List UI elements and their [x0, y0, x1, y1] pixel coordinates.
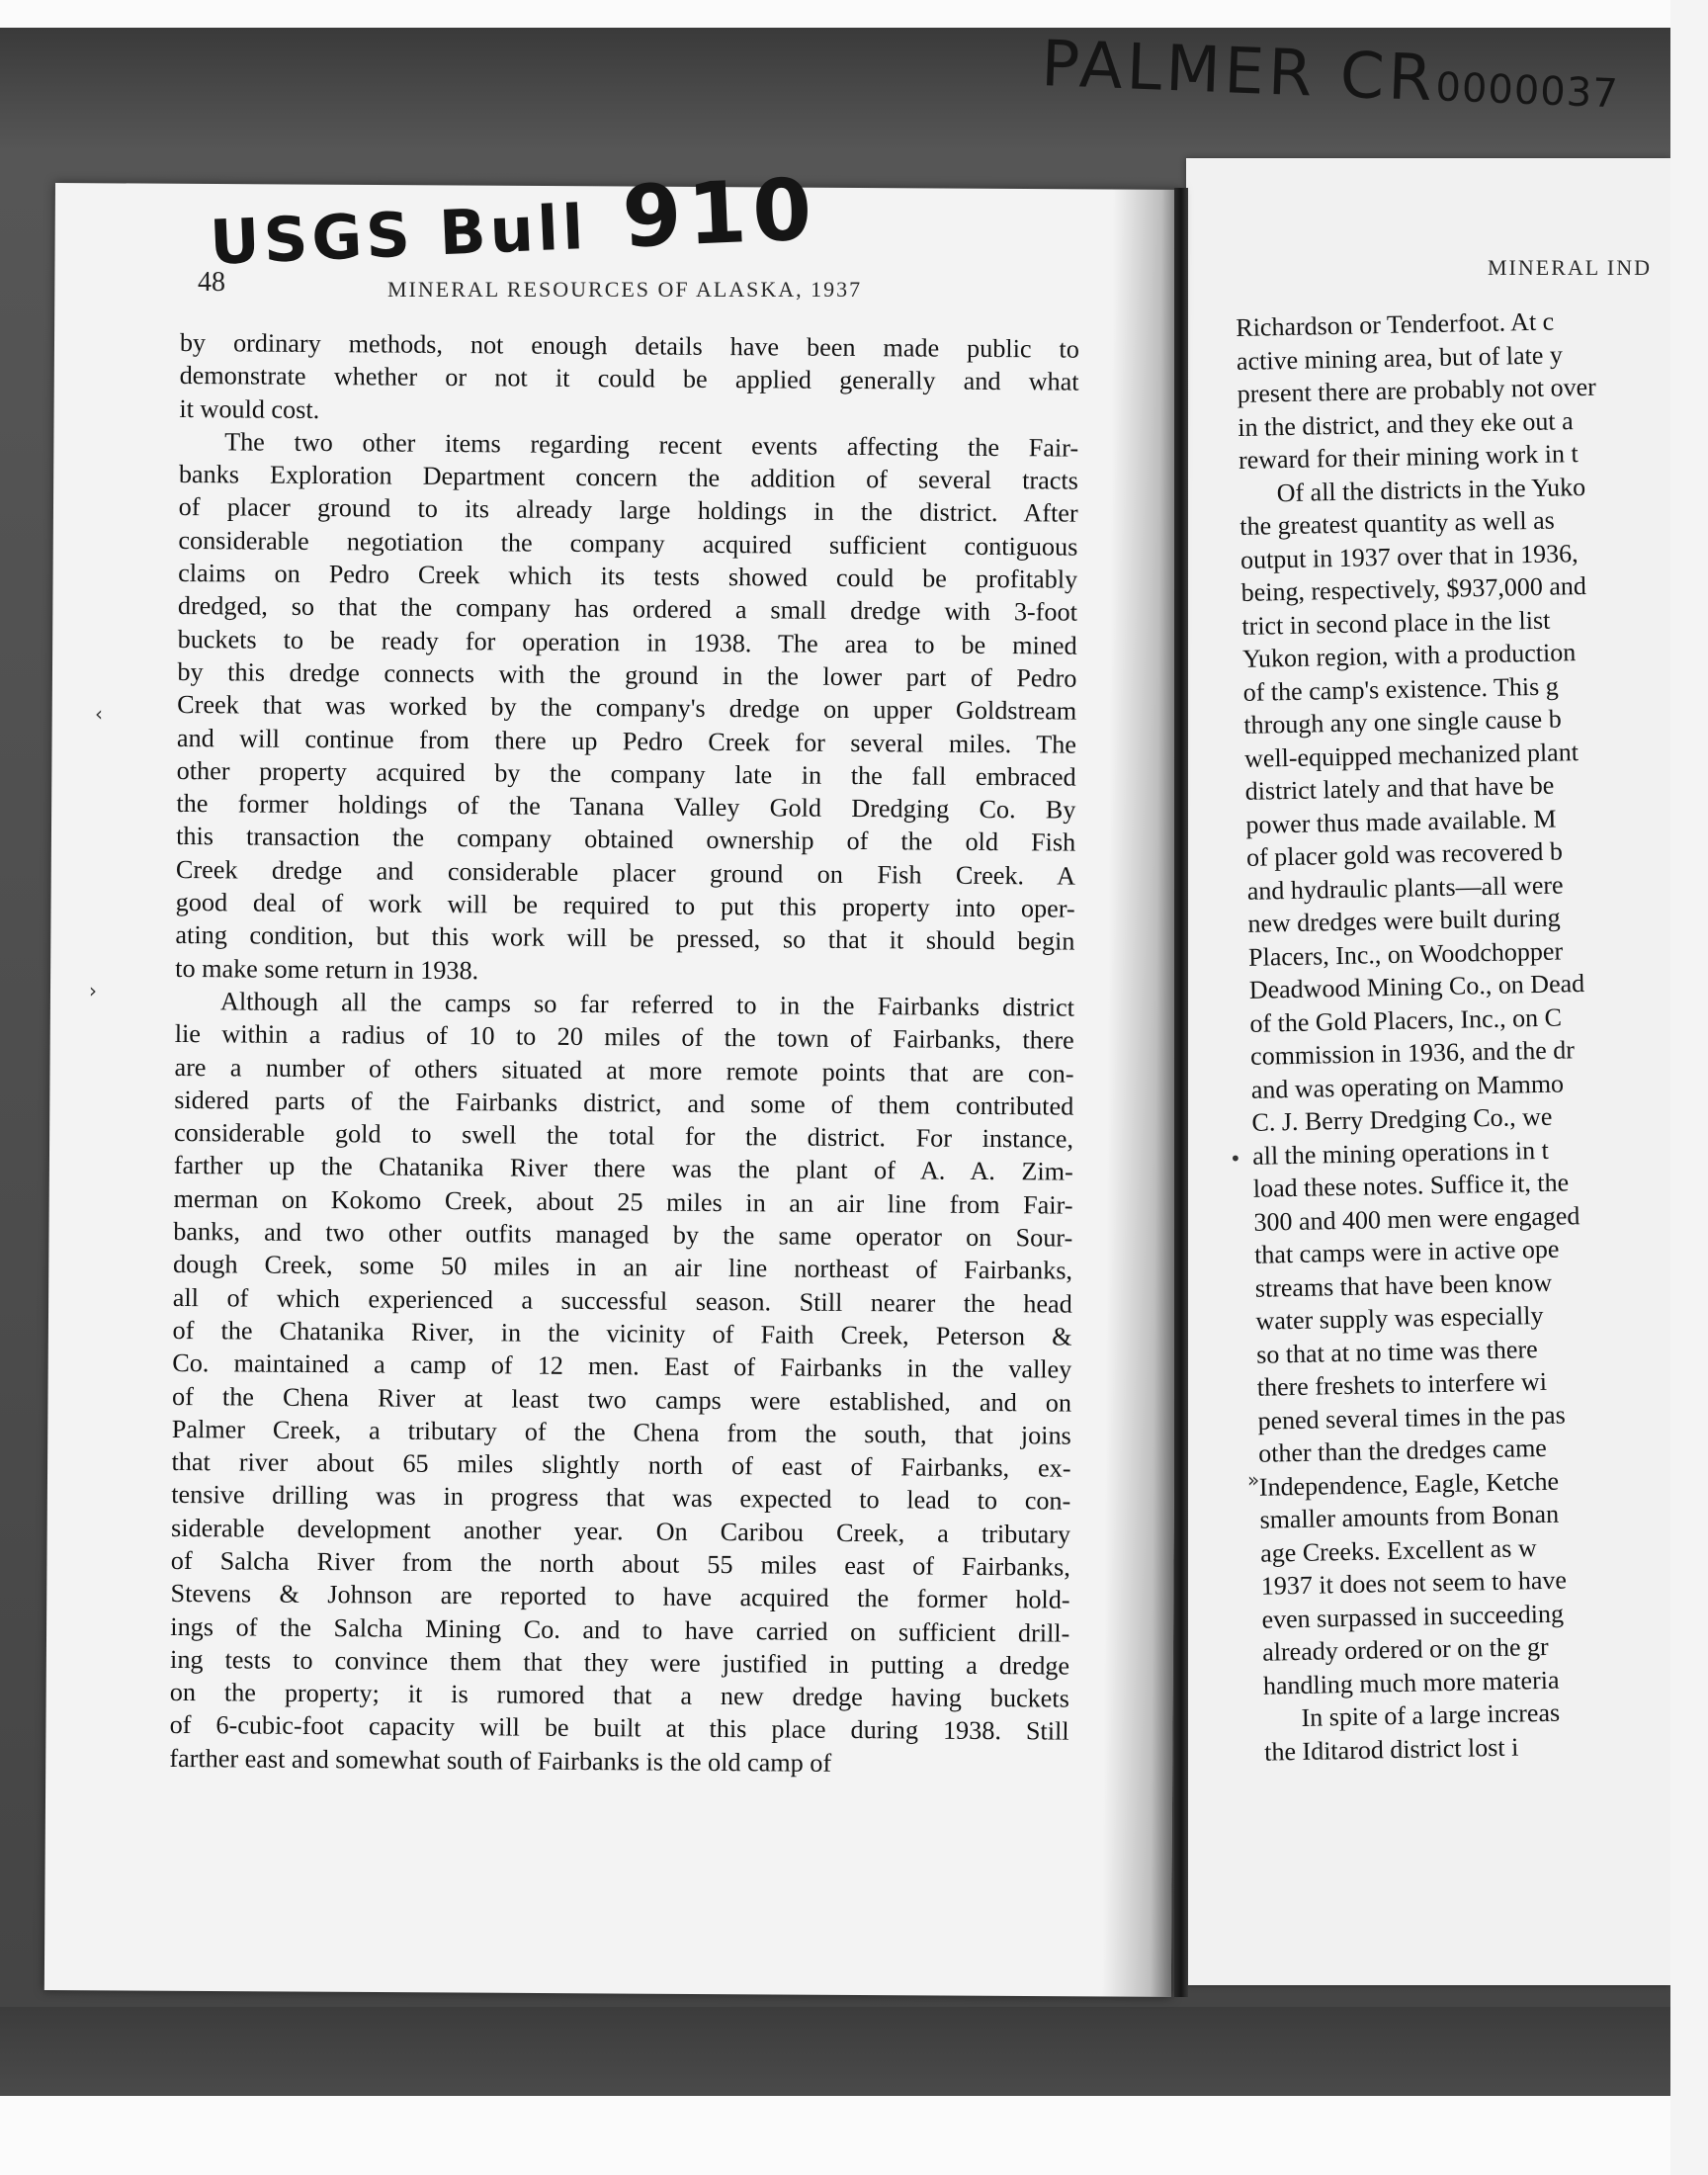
text-line: Placers, Inc., on Woodchopper: [1247, 935, 1564, 972]
text-line: demonstrate whether or not it could be applied generally and what: [179, 361, 1079, 396]
text-line: good deal of work will be required to put this property into oper-: [175, 888, 1075, 923]
text-line: Stevens & Johnson are reported to have acquired the former hold-: [170, 1579, 1070, 1614]
text-line: farther east and somewhat south of Fairbanks is the old camp of: [169, 1743, 832, 1778]
right-page-running-header: MINERAL IND: [1488, 255, 1652, 280]
text-line: new dredges were built during: [1247, 903, 1561, 938]
text-line: merman on Kokomo Creek, about 25 miles in an air line from Fair-: [173, 1183, 1073, 1220]
page-gutter-shadow: [1102, 190, 1182, 1997]
text-line: that river about 65 miles slightly north of east of Fairbanks, ex-: [171, 1447, 1071, 1483]
text-line: pened several times in the pas: [1257, 1400, 1566, 1436]
text-line: claims on Pedro Creek which its tests showed could be profitably: [178, 559, 1078, 594]
text-line: The two other items regarding recent events affecting the Fair-: [224, 427, 1079, 463]
text-line: all of which experienced a successful season. Still nearer the head: [172, 1282, 1072, 1319]
text-line: of the camp's existence. This g: [1242, 671, 1559, 707]
text-line: well-equipped mechanized plant: [1243, 737, 1580, 773]
text-line: trict in second place in the list: [1241, 605, 1551, 641]
text-line: Creek that was worked by the company's dredge on upper Goldstream: [177, 690, 1077, 726]
scan-right-margin: [1670, 0, 1708, 2175]
handwritten-doc-number: 0000037: [1434, 64, 1620, 118]
text-line: it would cost.: [179, 393, 320, 424]
text-line: of 6-cubic-foot capacity will be built at this place during 1938. Still: [169, 1710, 1069, 1747]
text-line: tensive drilling was in progress that was expected to lead to con-: [171, 1480, 1071, 1517]
text-line: the Iditarod district lost i: [1263, 1732, 1519, 1767]
text-line: ating condition, but this work will be pressed, so that it should begin: [175, 920, 1075, 956]
scan-bottom-band: [0, 2007, 1670, 2096]
text-line: output in 1937 over that in 1936,: [1239, 538, 1579, 574]
text-line: considerable negotiation the company acquired sufficient contiguous: [178, 525, 1078, 562]
text-line: banks, and two other outfits managed by the same operator on Sour-: [173, 1216, 1073, 1253]
text-line: 1937 it does not seem to have: [1260, 1565, 1568, 1601]
text-line: on the property; it is rumored that a new dredge having buckets: [169, 1678, 1069, 1713]
text-line: are a number of others situated at more remote points that are con-: [174, 1052, 1074, 1088]
text-line: lie within a radius of 10 to 20 miles of the town of Fairbanks, there: [174, 1019, 1074, 1055]
text-line: of placer gold was recovered b: [1245, 836, 1564, 872]
text-line: even surpassed in succeeding: [1261, 1599, 1565, 1634]
text-line: by this dredge connects with the ground in the lower part of Pedro: [177, 656, 1077, 693]
text-line: considerable gold to swell the total for the district. For instance,: [173, 1118, 1074, 1154]
text-line: through any one single cause b: [1243, 704, 1562, 740]
text-line: farther up the Chatanika River there was the plant of A. A. Zim-: [173, 1151, 1073, 1187]
text-line: by ordinary methods, not enough details have been made public to: [179, 327, 1079, 364]
text-line: other than the dredges came: [1257, 1433, 1548, 1468]
text-line: and will continue from there up Pedro Creek for several miles. The: [176, 723, 1077, 759]
text-line: of the Chena River at least two camps were established, and on: [171, 1381, 1072, 1418]
text-line: and hydraulic plants—all were: [1246, 869, 1564, 906]
text-line: in the district, and they eke out a: [1238, 405, 1574, 442]
text-line: of placer ground to its already large holdings in the district. After: [178, 492, 1078, 529]
text-line: all the mining operations in t: [1251, 1135, 1550, 1171]
page-number: 48: [198, 267, 225, 298]
text-line: siderable development another year. On Caribou Creek, a tributary: [170, 1513, 1071, 1549]
text-line: Palmer Creek, a tributary of the Chena from the south, that joins: [171, 1414, 1071, 1450]
text-line: smaller amounts from Bonan: [1259, 1499, 1560, 1534]
text-line: sidered parts of the Fairbanks district, and some of them contributed: [174, 1085, 1074, 1121]
text-line: In spite of a large increas: [1301, 1697, 1561, 1732]
book-spine: [1174, 188, 1188, 1997]
margin-mark: •: [1230, 1147, 1241, 1171]
margin-mark: »: [1247, 1468, 1260, 1492]
text-line: of the Chatanika River, in the vicinity of Faith Creek, Peterson &: [172, 1315, 1072, 1351]
margin-mark: ‹: [95, 702, 103, 726]
text-line: active mining area, but of late y: [1236, 339, 1564, 376]
text-line: Creek dredge and considerable placer ground on Fish Creek. A: [175, 854, 1076, 891]
text-line: present there are probably not over: [1237, 372, 1597, 408]
handwritten-bulletin-number: 910: [620, 160, 820, 268]
handwritten-palmer-cr: PALMER CR: [1040, 28, 1438, 117]
text-line: 300 and 400 men were engaged: [1253, 1200, 1580, 1237]
text-line: reward for their mining work in t: [1238, 439, 1579, 475]
text-line: already ordered or on the gr: [1261, 1631, 1549, 1667]
text-line: water supply was especially: [1255, 1300, 1544, 1336]
text-line: commission in 1936, and the dr: [1249, 1035, 1576, 1071]
margin-mark: ›: [89, 979, 97, 1002]
text-line: handling much more materia: [1262, 1665, 1560, 1700]
text-line: there freshets to interfere wi: [1256, 1366, 1548, 1402]
left-page-running-header: MINERAL RESOURCES OF ALASKA, 1937: [387, 277, 863, 302]
text-line: the greatest quantity as well as: [1239, 505, 1555, 541]
text-line: and was operating on Mammo: [1250, 1068, 1565, 1104]
handwritten-series: USGS Bull: [208, 190, 589, 279]
text-line: Of all the districts in the Yuko: [1276, 472, 1586, 507]
text-line: power thus made available. M: [1245, 804, 1557, 839]
text-line: Deadwood Mining Co., on Dead: [1248, 969, 1585, 1004]
text-line: load these notes. Suffice it, the: [1252, 1168, 1570, 1203]
text-line: Richardson or Tenderfoot. At c: [1236, 306, 1555, 342]
text-line: this transaction the company obtained ownership of the old Fish: [176, 822, 1076, 858]
text-line: Although all the camps so far referred to in the Fairbanks district: [219, 987, 1075, 1022]
text-line: district lately and that have be: [1244, 770, 1555, 806]
text-line: ing tests to convince them that they were justified in putting a dredge: [170, 1644, 1070, 1681]
right-page-text: [1236, 302, 1708, 1793]
text-line: age Creeks. Excellent as w: [1259, 1532, 1537, 1568]
text-line: ings of the Salcha Mining Co. and to have carried on sufficient drill-: [170, 1611, 1070, 1648]
text-line: so that at no time was there: [1255, 1334, 1538, 1369]
text-line: that camps were in active ope: [1253, 1234, 1560, 1269]
text-line: C. J. Berry Dredging Co., we: [1251, 1101, 1553, 1137]
text-line: of Salcha River from the north about 55 miles east of Fairbanks,: [170, 1545, 1070, 1582]
text-line: Co. maintained a camp of 12 men. East of Fairbanks in the valley: [172, 1348, 1072, 1384]
text-line: to make some return in 1938.: [175, 953, 479, 985]
text-line: being, respectively, $937,000 and: [1240, 570, 1587, 607]
text-line: Independence, Eagle, Ketche: [1258, 1466, 1560, 1502]
text-line: buckets to be ready for operation in 1938. The area to be mined: [177, 624, 1077, 660]
text-line: Yukon region, with a production: [1241, 638, 1577, 673]
text-line: the former holdings of the Tanana Valley Gold Dredging Co. By: [176, 789, 1076, 825]
text-line: of the Gold Placers, Inc., on C: [1249, 1002, 1563, 1038]
text-line: banks Exploration Department concern the addition of several tracts: [178, 460, 1078, 495]
left-page-body-text: [169, 326, 1079, 1782]
text-line: streams that have been know: [1254, 1267, 1553, 1303]
text-line: dough Creek, some 50 miles in an air line northeast of Fairbanks,: [172, 1250, 1073, 1285]
text-line: dredged, so that the company has ordered a small dredge with 3-foot: [177, 591, 1078, 628]
text-line: other property acquired by the company late in the fall embraced: [176, 755, 1076, 792]
